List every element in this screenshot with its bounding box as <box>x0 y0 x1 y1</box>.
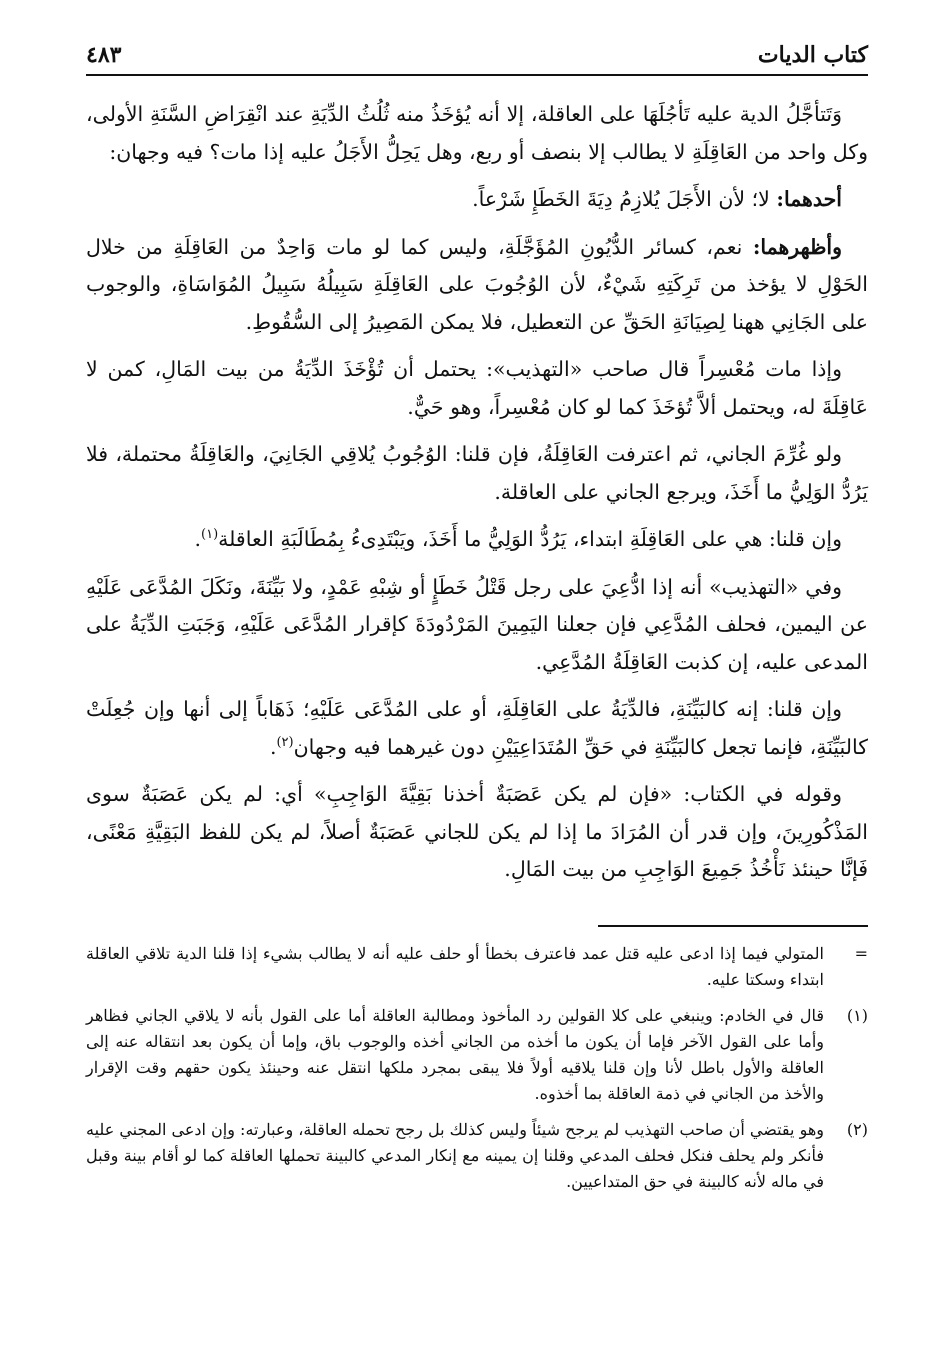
paragraph-text: وقوله في الكتاب: «فإن لم يكن عَصَبَةٌ أخذنا بَقِيَّةَ الوَاجِبِ» أي: لم يكن عَصَبَةٌ سوى المَذْكُورِينَ، وإن قدر أن المُرَادَ ما إذا لم يكن للجاني عَصَبَةٌ أصلاً، لم يكن للفظ البَقِيَّةِ مَعْنًى، فَإنَّا حينئذ نَأْخُذُ جَمِيعَ الوَاجِبِ من بيت المَالِ. <box>86 782 868 881</box>
paragraph <box>86 229 868 342</box>
paragraph-text: وفي «التهذيب» أنه إذا ادُّعِيَ على رجل قَتْلُ خَطَإٍ أو شِبْهِ عَمْدٍ، ولا بَيِّنَةَ، ونَكَلَ المُدَّعَى عَلَيْهِ عن اليمين، فحلف المُدَّعِي فإن جعلنا اليَمِينَ المَرْدُودَةَ كإقرار المُدَّعَى عَلَيْهِ، وَجَبَتِ الدِّيَةُ على المدعى عليه، إن كذبت العَاقِلَةُ المُدَّعِي. <box>86 574 868 674</box>
paragraph-lead: أحدهما: <box>776 187 842 211</box>
paragraph-text: وإن قلنا: هي على العَاقِلَةِ ابتداء، يَرُدُّ الوَلِيُّ ما أَخَذَ، ويَبْتَدِىءُ بِمُطَالَبَةِ العاقلة <box>218 527 842 551</box>
footnote-mark: = <box>854 943 868 963</box>
paragraph <box>86 691 868 766</box>
footnote-divider <box>598 925 868 927</box>
footnote-reference[interactable]: (١) <box>201 527 219 543</box>
paragraph-tail: . <box>269 734 277 759</box>
footnote-mark: (٢) <box>846 1119 868 1139</box>
paragraph <box>86 436 868 511</box>
main-text <box>86 96 868 889</box>
footnotes <box>86 941 868 1195</box>
paragraph-text: ولو غُرِّمَ الجاني، ثم اعترفت العَاقِلَةُ، فإن قلنا: الوُجُوبُ يُلاقِي الجَانِيَ، والعَاقِلَةُ محتملة، فلا يَرُدُّ الوَلِيُّ ما أَخَذَ، ويرجع الجاني على العاقلة. <box>86 442 868 504</box>
paragraph-tail: . <box>194 527 202 551</box>
paragraph <box>86 776 868 889</box>
footnote-text: قال في الخادم: وينبغي على كلا القولين رد المأخوذ ومطالبة العاقلة أما على القول بأنه لا يلاقي الجاني فظاهر وأما على القول الآخر فإما أن يكون ما أخذه من الجاني أخذه والوجوب باق، وإما أن يكون بعد انتقاله عنه إلى العاقلة والأول باطل لأنا وإن قلنا يلاقيه أولاً فلا يبقى بمجرد ملكها انتقل عنه وحينئذ يكون حقهم وقت الإقرار والأخذ من الجاني في ذمة العاقلة بما أخذوه. <box>86 1005 824 1103</box>
footnote-text: وهو يقتضي أن صاحب التهذيب لم يرجح شيئاً وليس كذلك بل رجح تحمله العاقلة، وعبارته: وإن ادعى المجني عليه فأنكر ولم يحلف فنكل فحلف المدعي وقلنا إن يمينه مع إنكار المدعي كالبينة تحملها العاقلة كما لو أقام بينة وقبل في ماله لأنه كالبينة في حق المتداعيين. <box>86 1119 824 1191</box>
paragraph <box>86 96 868 171</box>
footnote-mark: (١) <box>846 1005 868 1025</box>
paragraph-text: وإذا مات مُعْسِراً قال صاحب «التهذيب»: يحتمل أن تُؤْخَذَ الدِّيَةُ من بيت المَالِ، كمن لا عَاقِلَةَ له، ويحتمل ألاَّ تُؤخَذَ كما لو كان مُعْسِراً، وهو حَيٌّ. <box>86 357 868 419</box>
paragraph-text: وَتَتأجَّلُ الدية عليه تَأجُلَهَا على العاقلة، إلا أنه يُؤخَذُ منه ثُلُثُ الدِّيَةِ عند انْقِرَاضِ السَّنَةِ الأولى، وكل واحد من العَاقِلَةِ لا يطالب إلا بنصف أو ربع، وهل يَحِلُّ الأَجَلُ عليه إذا مات؟ فيه وجهان: <box>86 102 868 164</box>
paragraph-lead: وأظهرهما: <box>752 234 842 259</box>
footnote <box>86 1117 868 1195</box>
paragraph-text: نعم، كسائر الدُّيُونِ المُؤَجَّلَةِ، وليس كما لو مات وَاحِدٌ من العَاقِلَةِ من خلال الحَوْلِ لا يؤخذ من تَرِكَتِهِ شَيْءٌ، لأن الوُجُوبَ على العَاقِلَةِ سَبِيلُهُ سَبِيلُ المُوَاسَاةِ، والوجوب على الجَانِي ههنا لِصِيَانَةِ الحَقِّ عن التعطيل، فلا يمكن المَصِيرُ إلى السُّقُوطِ. <box>86 234 868 334</box>
paragraph <box>86 569 868 682</box>
footnote-reference[interactable]: (٢) <box>276 734 294 750</box>
book-page <box>86 40 868 1340</box>
page-number: ٤٨٣ <box>86 42 122 68</box>
footnote <box>86 1003 868 1107</box>
paragraph-text: وإن قلنا: إنه كالبَيِّنَةِ، فالدِّيَةُ على العَاقِلَةِ، أو على المُدَّعَى عَلَيْهِ؛ ذَهَاباً إلى أنها وإن جُعِلَتْ كالبَيِّنَةِ، فإنما تجعل كالبَيِّنَةِ في حَقِّ المُتَدَاعِيَيْنِ دون غيرهما فيه وجهان <box>86 697 868 759</box>
paragraph-text: لا؛ لأن الأَجَلَ يُلازِمُ دِيَةَ الخَطَإِ شَرْعاً. <box>472 187 770 211</box>
paragraph <box>86 181 868 219</box>
paragraph <box>86 351 868 426</box>
page-header <box>86 40 868 76</box>
footnote <box>86 941 868 993</box>
running-title: كتاب الديات <box>757 42 868 68</box>
footnote-text: المتولي فيما إذا ادعى عليه قتل عمد فاعترف بخطأ أو حلف عليه أنه لا يطالب بشيء إذا قلنا الدية تلاقي العاقلة ابتداء وسكتا عليه. <box>86 943 824 989</box>
paragraph <box>86 521 868 559</box>
